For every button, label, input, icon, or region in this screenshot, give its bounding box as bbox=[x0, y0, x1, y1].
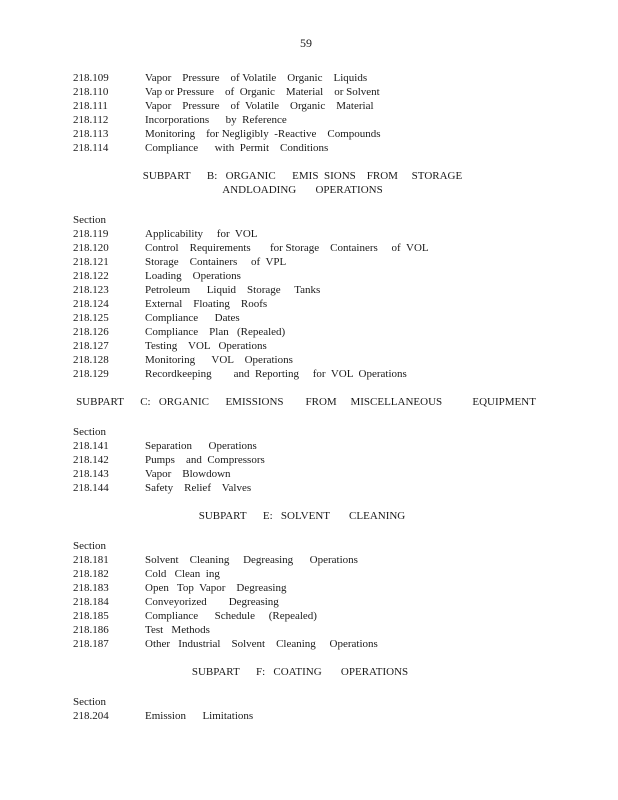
section-number: 218.111 bbox=[73, 100, 108, 112]
toc-entry bbox=[0, 439, 618, 453]
section-number: 218.181 bbox=[73, 554, 109, 566]
section-title: Other Industrial Solvent Cleaning Operations bbox=[145, 638, 378, 650]
section-column-label: Section bbox=[73, 696, 106, 708]
section-title: Vapor Blowdown bbox=[145, 468, 231, 480]
toc-entry bbox=[0, 85, 618, 99]
section-number: 218.144 bbox=[73, 482, 109, 494]
section-title: External Floating Roofs bbox=[145, 298, 268, 310]
toc-entry bbox=[0, 297, 618, 311]
section-number: 218.182 bbox=[73, 568, 109, 580]
toc-entry bbox=[0, 325, 618, 339]
toc-group-subpart-b bbox=[0, 169, 618, 381]
section-number: 218.123 bbox=[73, 284, 109, 296]
section-column-label: Section bbox=[73, 214, 106, 226]
section-number: 218.113 bbox=[73, 128, 109, 140]
section-number: 218.184 bbox=[73, 596, 109, 608]
section-number: 218.124 bbox=[73, 298, 109, 310]
toc-entry bbox=[0, 339, 618, 353]
toc-entry bbox=[0, 227, 618, 241]
section-title: Compliance Schedule (Repealed) bbox=[145, 610, 317, 622]
section-title: Recordkeeping and Reporting for VOL Operations bbox=[145, 368, 407, 380]
subpart-heading: SUBPART E: SOLVENT CLEANING bbox=[198, 510, 406, 522]
section-title: Separation Operations bbox=[145, 440, 257, 452]
section-title: Monitoring for Negligibly -Reactive Compounds bbox=[145, 128, 381, 140]
section-title: Compliance Plan (Repealed) bbox=[145, 326, 286, 338]
toc-entry bbox=[0, 581, 618, 595]
toc-entry bbox=[0, 623, 618, 637]
section-number: 218.125 bbox=[73, 312, 109, 324]
section-title: Conveyorized Degreasing bbox=[145, 596, 279, 608]
toc-group-subpart-f bbox=[0, 665, 618, 723]
section-number: 218.129 bbox=[73, 368, 109, 380]
subpart-heading: SUBPART B: ORGANIC EMIS SIONS FROM STORAGE ANDLOADING OPERATIONS bbox=[142, 170, 463, 196]
section-number: 218.126 bbox=[73, 326, 109, 338]
toc-entry bbox=[0, 127, 618, 141]
toc-entry bbox=[0, 467, 618, 481]
toc-group-subpart-c bbox=[0, 395, 618, 495]
section-column-label: Section bbox=[73, 426, 106, 438]
toc-entry bbox=[0, 481, 618, 495]
section-title: Monitoring VOL Operations bbox=[145, 354, 293, 366]
section-number: 218.143 bbox=[73, 468, 109, 480]
section-number: 218.186 bbox=[73, 624, 109, 636]
section-title: Solvent Cleaning Degreasing Operations bbox=[145, 554, 358, 566]
section-number: 218.187 bbox=[73, 638, 109, 650]
subpart-heading: SUBPART F: COATING OPERATIONS bbox=[191, 666, 409, 678]
toc-entry bbox=[0, 553, 618, 567]
toc-entry bbox=[0, 255, 618, 269]
section-column-label: Section bbox=[73, 540, 106, 552]
toc-entry bbox=[0, 367, 618, 381]
section-title: Test Methods bbox=[145, 624, 210, 636]
section-title: Compliance Dates bbox=[145, 312, 240, 324]
section-title: Compliance with Permit Conditions bbox=[145, 142, 329, 154]
section-title: Emission Limitations bbox=[145, 710, 254, 722]
toc-entry bbox=[0, 141, 618, 155]
section-number: 218.127 bbox=[73, 340, 109, 352]
section-number: 218.109 bbox=[73, 72, 109, 84]
section-number: 218.119 bbox=[73, 228, 109, 240]
section-title: Control Requirements for Storage Containers of VOL bbox=[145, 242, 429, 254]
toc-group-subpart-e bbox=[0, 509, 618, 651]
toc-entry bbox=[0, 283, 618, 297]
toc-entry bbox=[0, 595, 618, 609]
section-title: Incorporations by Reference bbox=[145, 114, 287, 126]
section-title: Pumps and Compressors bbox=[145, 454, 265, 466]
section-number: 218.114 bbox=[73, 142, 109, 154]
section-title: Cold Clean ing bbox=[145, 568, 220, 580]
toc-entry bbox=[0, 71, 618, 85]
toc-entry bbox=[0, 637, 618, 651]
section-number: 218.110 bbox=[73, 86, 109, 98]
section-number: 218.120 bbox=[73, 242, 109, 254]
toc-entry bbox=[0, 609, 618, 623]
toc-group-subpart-a bbox=[0, 71, 618, 155]
table-of-contents bbox=[0, 71, 618, 723]
toc-entry bbox=[0, 567, 618, 581]
section-title: Testing VOL Operations bbox=[145, 340, 267, 352]
section-number: 218.141 bbox=[73, 440, 109, 452]
section-title: Vapor Pressure of Volatile Organic Liquids bbox=[145, 72, 368, 84]
subpart-heading: SUBPART C: ORGANIC EMISSIONS FROM MISCELLANEOUS EQUIPMENT bbox=[76, 396, 536, 408]
section-number: 218.183 bbox=[73, 582, 109, 594]
toc-entry bbox=[0, 353, 618, 367]
section-title: Storage Containers of VPL bbox=[145, 256, 287, 268]
section-number: 218.204 bbox=[73, 710, 109, 722]
section-number: 218.142 bbox=[73, 454, 109, 466]
toc-entry bbox=[0, 269, 618, 283]
section-title: Vapor Pressure of Volatile Organic Material bbox=[145, 100, 374, 112]
section-number: 218.112 bbox=[73, 114, 109, 126]
section-number: 218.121 bbox=[73, 256, 109, 268]
page-number: 59 bbox=[300, 36, 312, 50]
toc-entry bbox=[0, 113, 618, 127]
section-number: 218.128 bbox=[73, 354, 109, 366]
toc-entry bbox=[0, 311, 618, 325]
section-number: 218.185 bbox=[73, 610, 109, 622]
section-title: Safety Relief Valves bbox=[145, 482, 252, 494]
toc-entry bbox=[0, 99, 618, 113]
toc-entry bbox=[0, 453, 618, 467]
section-title: Petroleum Liquid Storage Tanks bbox=[145, 284, 321, 296]
section-title: Loading Operations bbox=[145, 270, 241, 282]
section-title: Applicability for VOL bbox=[145, 228, 258, 240]
toc-entry bbox=[0, 241, 618, 255]
section-title: Open Top Vapor Degreasing bbox=[145, 582, 287, 594]
section-number: 218.122 bbox=[73, 270, 109, 282]
section-title: Vap or Pressure of Organic Material or Solvent bbox=[145, 86, 380, 98]
toc-entry bbox=[0, 709, 618, 723]
